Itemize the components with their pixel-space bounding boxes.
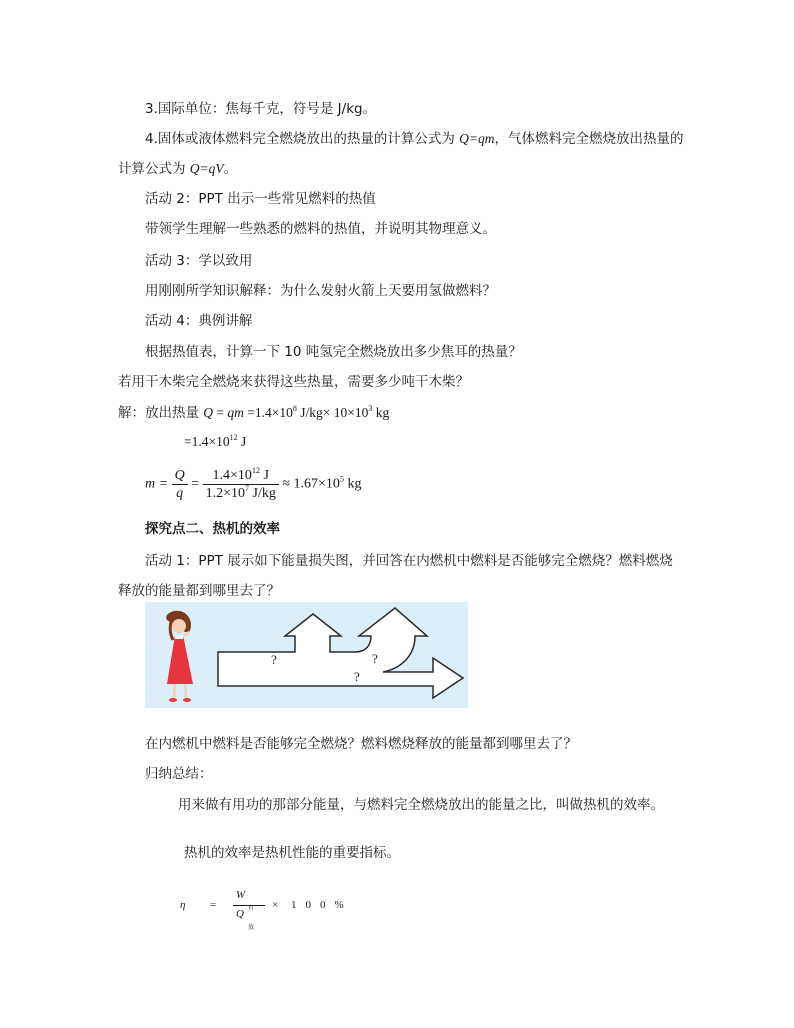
unit-line: 3.国际单位：焦每千克，符号是 J/kg。 — [145, 101, 377, 117]
activity-2-text: 带领学生理解一些熟悉的燃料的热值，并说明其物理意义。 — [145, 221, 496, 237]
question-mark-2: ? — [372, 651, 378, 666]
formula-gas-line: 计算公式为 Q=qV。 — [118, 161, 238, 177]
efficiency-definition: 用来做有用功的那部分能量，与燃料完全燃烧放出的能量之比，叫做热机的效率。 — [178, 797, 664, 813]
activity-3-text: 用刚刚所学知识解释：为什么发射火箭上天要用氢做燃料？ — [145, 283, 496, 299]
activity-1-text: 活动 1：PPT 展示如下能量损失图，并回答在内燃机中燃料是否能够完全燃烧？燃料燃烧 — [145, 553, 673, 569]
section-title: 探究点二、热机的效率 — [145, 521, 280, 537]
example-question-2: 若用干木柴完全燃烧来获得这些热量，需要多少吨干木柴？ — [118, 374, 469, 390]
solution-line-2: $=1.4\times 10^{12}$ J — [184, 433, 247, 449]
activity-4-title: 活动 4：典例讲解 — [145, 313, 253, 329]
energy-loss-svg — [145, 602, 468, 708]
activity-3-title: 活动 3：学以致用 — [145, 253, 253, 269]
energy-loss-diagram — [145, 602, 468, 708]
activity-1-text-2: 释放的能量都到哪里去了？ — [118, 583, 280, 599]
activity-2-title: 活动 2：PPT 出示一些常见燃料的热值 — [145, 191, 376, 207]
question-mark-3: ? — [354, 669, 360, 684]
summary-title: 归纳总结： — [145, 766, 213, 782]
solution-line-1: 解：放出热量 Q = qm $=1.4\times 10^8$ $J/kg\times 10\times 10^3$ kg — [118, 404, 390, 421]
question-mark-1: ? — [271, 652, 277, 667]
question-repeat: 在内燃机中燃料是否能够完全燃烧？燃料燃烧释放的能量都到哪里去了？ — [145, 736, 577, 752]
efficiency-importance: 热机的效率是热机性能的重要指标。 — [184, 845, 400, 861]
formula-solid-line: 4.固体或液体燃料完全燃烧放出的热量的计算公式为 Q=qm，气体燃料完全燃烧放出热量的 — [145, 131, 684, 147]
mass-formula: m = $\frac{Q}{q}$ = $\frac{1.4\times 10^{12} J}{1.2\times 10^7 J/kg}$ ≈ $1.67\times 10^5$ kg — [145, 466, 362, 501]
example-question: 根据热值表，计算一下 10 吨氢完全燃烧放出多少焦耳的热量？ — [145, 344, 522, 360]
